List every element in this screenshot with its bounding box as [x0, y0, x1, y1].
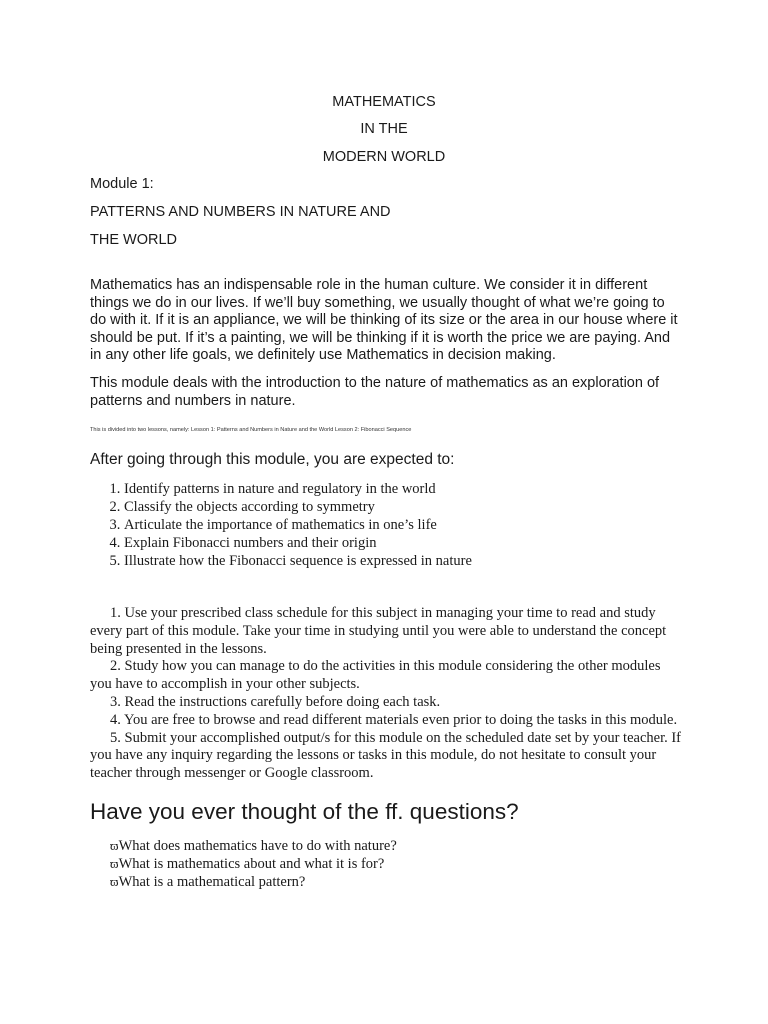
- question-item: [110, 873, 397, 891]
- question-item: [110, 837, 397, 855]
- instruction-item: 3. Read the instructions carefully before doing each task.: [110, 693, 441, 710]
- bullet-icon: ϖ: [110, 838, 119, 853]
- bullet-icon: ϖ: [110, 874, 119, 889]
- objective-item: 1. Identify patterns in nature and regulatory in the world: [124, 480, 472, 498]
- question-text: What is a mathematical pattern?: [118, 874, 306, 890]
- expected-heading: After going through this module, you are expected to:: [90, 451, 455, 468]
- question-item: [110, 855, 397, 873]
- title-line-2: IN THE: [360, 121, 408, 137]
- question-text: What is mathematics about and what it is for?: [118, 856, 385, 872]
- objectives-list: [90, 480, 472, 570]
- questions-heading: Have you ever thought of the ff. questions?: [90, 799, 519, 824]
- objective-item: 5. Illustrate how the Fibonacci sequence is expressed in nature: [124, 552, 472, 570]
- instruction-item: 4. You are free to browse and read different materials even prior to doing the tasks in this module.: [110, 711, 678, 728]
- module-title-line-2: THE WORLD: [90, 232, 177, 248]
- questions-list: [110, 837, 397, 891]
- bullet-icon: ϖ: [110, 856, 119, 871]
- instruction-item: 5. Submit your accomplished output/s for this module on the scheduled date set by your teacher. If you have any inquiry regarding the lessons or tasks in this module, do not hesitate to consult your teacher through messenger or Google classroom.: [90, 729, 682, 782]
- instruction-item: 1. Use your prescribed class schedule for this subject in managing your time to read and study every part of this module. Take your time in studying until you were able to understand the concept being presented in the lessons.: [90, 605, 667, 657]
- objective-item: 3. Articulate the importance of mathematics in one’s life: [124, 516, 472, 534]
- title-line-3: MODERN WORLD: [322, 149, 446, 165]
- objective-item: 2. Classify the objects according to symmetry: [124, 498, 472, 516]
- module-paragraph: This module deals with the introduction to the nature of mathematics as an exploration of patterns and numbers in nature.: [90, 375, 660, 409]
- instructions-block: [90, 605, 682, 783]
- module-label: Module 1:: [90, 176, 154, 192]
- objective-item: 4. Explain Fibonacci numbers and their origin: [124, 534, 472, 552]
- module-title-line-1: PATTERNS AND NUMBERS IN NATURE AND: [90, 204, 391, 220]
- title-line-1: MATHEMATICS: [332, 94, 436, 110]
- lessons-note: This is divided into two lessons, namely: Lesson 1: Patterns and Numbers in Nature and the World Lesson 2: Fibonacci Sequence: [90, 427, 412, 433]
- intro-paragraph: Mathematics has an indispensable role in the human culture. We consider it in different things we do in our lives. If we’ll buy something, we usually thought of what we’re going to do with it. If it is an appliance, we will be thinking of its size or the area in our house where it should be put. If it’s a painting, we will be thinking if it is worth the price we are paying. And in any other life goals, we definitely use Mathematics in decision making.: [90, 277, 678, 363]
- instruction-item: 2. Study how you can manage to do the activities in this module considering the other modules you have to accomplish in your other subjects.: [90, 658, 661, 693]
- question-text: What does mathematics have to do with nature?: [118, 838, 397, 854]
